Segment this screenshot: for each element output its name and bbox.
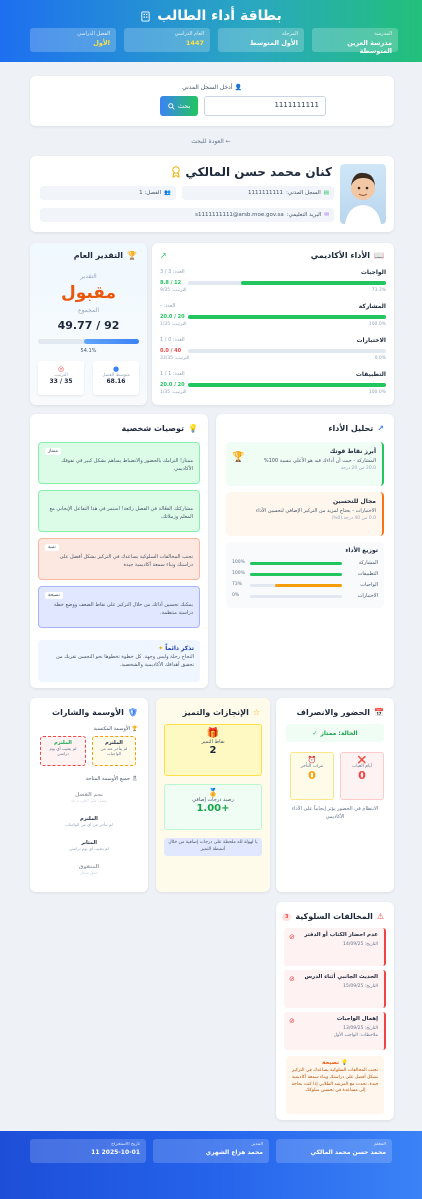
badge-item (40, 864, 138, 884)
search-label: 👤 أدخل السجل المدني (182, 84, 242, 91)
distribution-label: الاختبارات (357, 593, 378, 599)
total-value: 92 / 49.77 (57, 319, 120, 332)
academic-progress-bar (188, 281, 386, 285)
class-average-box: ● متوسط الفصل 68.16 (93, 361, 139, 395)
calendar-icon: 📅 (374, 708, 384, 717)
badge-desc: لم يتغيب أي يوم دراسي (69, 846, 109, 851)
distribution-bar (250, 573, 342, 576)
recommendation-item: تنبيه تجنب المخالفات السلوكية يساعدك في التركيز بشكل أفضل على دراستك وبناء سمعة أكاديمية جيدة (38, 538, 200, 580)
distribution-fill (275, 584, 342, 587)
lightbulb-icon: 💡 (341, 1060, 348, 1066)
excellence-points-box: 🎁 نقاط التميز 2 (164, 724, 262, 776)
violation-date: التاريخ: 14/09/25 (343, 942, 378, 947)
trend-up-icon: ↗ (377, 424, 384, 433)
medal-icon: 🏅 (208, 788, 218, 797)
student-photo (340, 164, 386, 224)
academic-row-name: التطبيقات (355, 371, 386, 378)
academic-row-name: الواجبات (360, 269, 386, 276)
violation-item (284, 928, 386, 966)
academic-row: التطبيقات العدد: 1 / 1 20 / 20.0 الترتيب: 1/35 100.0% (160, 371, 386, 395)
recommendation-item: مشاركتك الفعّالة في الفصل رائعة! استمر في هذا التفاعل الإيجابي مع المعلم وزملائك. (38, 490, 200, 532)
violation-note: ملاحظات: الواجب الأول (333, 1033, 378, 1038)
email-field: ✉ البريد التعليمي: s1111111111@arsb.moe.gov.sa (40, 208, 334, 222)
sparkle-icon: ✦ (158, 645, 164, 652)
attendance-title: 📅 الحضور والانصراف (296, 708, 384, 717)
distribution-bar (250, 595, 342, 598)
distribution-fill (250, 562, 342, 565)
violation-date: التاريخ: 15/09/25 (343, 984, 378, 989)
violation-advice: 💡 نصيحة تجنب المخالفات السلوكية يساعدك في التركيز بشكل أفضل على دراستك وبناء سمعة أكاديمية جيدة. تحدث مع المرشد الطلابي إذا كنت بحاجة إلى مساعدة في تحسين سلوكك. (286, 1056, 384, 1114)
academic-performance-card (152, 243, 394, 405)
earned-badge: الملتزم لم يتغيب أي يوم دراسي (40, 736, 86, 766)
general-title: 🏆 التقدير العام (73, 251, 137, 260)
achievements-card: ☆ الإنجازات والتميز 🎁 نقاط التميز 2 🏅 رصيد درجات إضافي +1.00 يا لهولة لله ملحظة على درجات إضافية من خلال أنشطة التميز (156, 698, 270, 892)
strength-box: أبرز نقاط قوتك المشاركة - حيث أن أداءك فيه هو الأعلى بنسبة 100% 20.0 من 20 درجة 🏆 (226, 442, 384, 486)
export-date-card: تاريخ الاستخراج 2025-10-01 11 (30, 1139, 146, 1163)
page-footer (0, 1131, 422, 1199)
attendance-card: 📅 الحضور والانصراف الحالة: ممتاز ✓ ❌ أيام الغياب 0 ⏰ مرات التأخر 0 الانتظام في الحضور يؤثر إيجابياً على الأداء الأكاديمي (276, 698, 394, 892)
badge-name: الملتزم (80, 816, 98, 822)
star-icon: ☆ (252, 708, 260, 717)
ban-icon: ⊘ (289, 1017, 295, 1025)
student-name: كنان محمد حسن المالكي (171, 165, 332, 179)
badges-card (30, 698, 148, 892)
lightbulb-icon: 💡 (188, 424, 198, 433)
badge-name: المتفوق (78, 864, 100, 870)
earned-badges-heading: 🏆 الأوسمة المكتسبة (93, 726, 138, 732)
clock-icon: ⏰ (307, 756, 317, 764)
search-icon (168, 103, 175, 110)
recommendation-item: ممتاز ممتاز! التزامك بالحضور والانضباط يساهم بشكل كبير في تفوقك الأكاديمي (38, 442, 200, 484)
recommendations-title: 💡 توصيات شخصية (121, 424, 198, 433)
trophy-icon: 🏆 (127, 251, 137, 260)
recommendations-card (30, 414, 208, 688)
trophy-icon: 🏆 (131, 726, 138, 732)
badges-title: 🛡 الأوسمة والشارات (52, 708, 138, 717)
achievements-title: ☆ الإنجازات والتميز (182, 708, 260, 717)
recommendation-tag: نصيحة (45, 592, 63, 599)
violation-item (284, 970, 386, 1008)
book-icon: 📖 (374, 251, 384, 260)
violation-date: التاريخ: 13/09/25 (343, 1026, 378, 1031)
class-field: 👥 الفصل: 1 (40, 186, 176, 200)
grade-label: التقدير (80, 273, 97, 280)
page-header (0, 0, 422, 62)
id-card-icon: ▤ (323, 190, 329, 196)
academic-progress-fill (188, 383, 386, 387)
teacher-card: المعلم محمد حسن محمد المالكي (276, 1139, 392, 1163)
distribution-label: المشاركة (358, 560, 378, 566)
absence-box: ❌ أيام الغياب 0 (340, 752, 384, 800)
users-icon: 👥 (164, 190, 171, 196)
distribution-bar (250, 584, 342, 587)
badge-desc: حقق ممتاز (80, 870, 98, 875)
total-percent: 54.1% (80, 348, 97, 354)
trophy-icon: 🏆 (232, 452, 245, 463)
academic-title: 📖 الأداء الأكاديمي (310, 251, 384, 260)
principal-card: المدير محمد هزاع الشهري (153, 1139, 269, 1163)
violations-card (276, 902, 394, 1120)
violation-name: إهمال الواجبات (336, 1016, 378, 1022)
distribution-bar (250, 562, 342, 565)
user-icon: 👤 (234, 84, 242, 91)
total-progress-bar (38, 339, 139, 344)
chart-icon: ● (112, 365, 120, 373)
distribution-percent: 0% (232, 593, 240, 598)
distribution-box: توزيع الأداء المشاركة 100% التطبيقات 100% الواجبات 73% الاختبارات 0% (226, 542, 384, 608)
distribution-percent: 100% (232, 560, 245, 565)
improvement-box: مجال للتحسين الاختبارات - يحتاج لمزيد من التركيز الإضافي لتحسين الأداء 0.0 من 40 درجة (0%) (226, 492, 384, 536)
bonus-points-box: 🏅 رصيد درجات إضافي +1.00 (164, 784, 262, 830)
violation-item (284, 1012, 386, 1050)
badge-item (40, 816, 138, 836)
badge-name: نجم الفصل (75, 792, 103, 798)
academic-progress-fill (188, 315, 386, 319)
distribution-percent: 73% (232, 582, 243, 587)
recommendation-tag: تنبيه (45, 544, 59, 551)
rank-box: ◎ الترتيب 35 / 33 (38, 361, 84, 395)
school-card: المدرسة مدرسة العرين المتوسطة (312, 28, 398, 52)
badge-item (40, 840, 138, 860)
total-progress-fill (84, 339, 139, 344)
academic-progress-fill (241, 281, 386, 285)
academic-progress-bar (188, 349, 386, 353)
grade-value: مقبول (60, 283, 117, 303)
academic-progress-bar (188, 315, 386, 319)
distribution-label: الواجبات (360, 582, 378, 588)
academic-row: الاختبارات العدد: 0 / 1 40 / 0.0 الترتيب: 33/35 0.0% (160, 337, 386, 361)
ban-icon: ⊘ (289, 933, 295, 941)
warning-icon: ⚠ (376, 912, 384, 921)
mail-icon: ✉ (324, 212, 329, 218)
distribution-fill (250, 573, 342, 576)
violation-name: الحديث الجانبي أثناء الدرس (304, 974, 378, 980)
violation-name: عدم احضار الكتاب أو الدفتر (304, 932, 378, 938)
distribution-label: التطبيقات (357, 571, 378, 577)
attendance-status: الحالة: ممتاز ✓ (286, 724, 384, 742)
page-title: بطاقة أداء الطالب (0, 8, 422, 24)
academic-row: الواجبات العدد: 3 / 3 12 / 8.8 الترتيب: 9/35 73.3% (160, 269, 386, 293)
absence-icon: ❌ (357, 756, 367, 764)
building-icon (140, 11, 151, 22)
academic-row-name: المشاركة (358, 303, 386, 310)
badge-name: المثابر (81, 840, 97, 846)
ban-icon: ⊘ (289, 975, 295, 983)
year-card: العام الدراسي 1447 (124, 28, 210, 52)
search-button[interactable]: بحث (160, 96, 198, 116)
civil-id-field: ▤ السجل المدني: 1111111111 (182, 186, 334, 200)
check-icon: ✓ (312, 729, 318, 737)
badge-desc: حصل على أعلى درجة (70, 798, 108, 803)
student-profile (30, 156, 394, 232)
award-icon (171, 166, 181, 178)
total-label: المجموع (78, 307, 99, 314)
badge-desc: لم يتأخر عن أي من الواجبات (65, 822, 113, 827)
general-grade-card (30, 243, 147, 405)
academic-row-name: الاختبارات (356, 337, 386, 344)
search-input[interactable]: 1111111111 (204, 96, 326, 116)
remember-tip: تذكر دائماً ✦ النجاح رحلة وليس وجهة. كل خطوة تخطوها نحو التحسن تقربك من تحقيق أهدافك الأكاديمية والشخصية. (38, 640, 200, 682)
gift-icon: 🎁 (206, 728, 220, 739)
semester-card: الفصل الدراسي الأول (30, 28, 116, 52)
recommendation-tag: ممتاز (45, 448, 61, 455)
performance-analysis-card (216, 414, 394, 688)
analysis-title: ↗ تحليل الأداء (328, 424, 384, 433)
all-badges-heading: 🎗 جميع الأوسمة المتاحة (85, 776, 138, 782)
medal-icon: 🎗 (131, 776, 138, 782)
academic-row: المشاركة العدد: - 20 / 20.0 الترتيب: 1/35 100.0% (160, 303, 386, 327)
earned-badge: الملتزم لم يتأخر عند من الواجبات (92, 736, 136, 766)
target-icon: ◎ (57, 365, 65, 373)
badge-item (40, 792, 138, 812)
trend-icon: ↗ (160, 251, 167, 260)
violations-title: ⚠ المخالفات السلوكية 3 (282, 912, 384, 921)
violations-count-badge: 3 (282, 913, 291, 921)
search-card (30, 76, 394, 126)
distribution-percent: 100% (232, 571, 245, 576)
recommendation-item: نصيحة يمكنك تحسين أدائك من خلال التركيز على نقاط الضعف ووضع خطة دراسية منتظمة. (38, 586, 200, 628)
shield-icon: 🛡 (127, 708, 138, 717)
back-to-search-link[interactable]: ← العودة للبحث (191, 138, 231, 145)
stage-card: المرحلة الأول المتوسط (218, 28, 304, 52)
late-box: ⏰ مرات التأخر 0 (290, 752, 334, 800)
academic-progress-bar (188, 383, 386, 387)
